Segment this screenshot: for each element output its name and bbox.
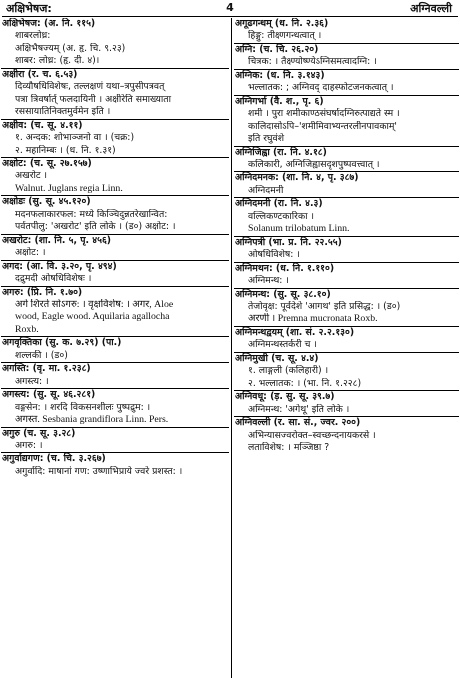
entry-definition-line: १. अन्दक: शोभाञ्जनो वा । (चक्र:) <box>15 132 135 144</box>
right-column <box>234 18 459 676</box>
entry-definition-line: दिव्यौषधिविशेषः, तल्लक्षणं यथा–त्रपुसीपत्रवत् <box>15 81 165 93</box>
dictionary-entry <box>234 263 459 288</box>
entry-definition-line: कालिदासोऽपि–'शमीमिवाभ्यन्तरलीनपावकाम्' <box>248 120 397 132</box>
dictionary-entry <box>1 428 229 453</box>
dictionary-entry <box>234 417 459 454</box>
entry-definition-line: अभिन्यासज्वरोक्त–स्वच्छन्दनायकरसे । <box>248 429 376 441</box>
entry-definition-line: भल्लातक: ; अग्निवद् दाहस्फोटजनकत्वात् । <box>248 82 394 94</box>
entry-definition-line: इति रघुवंशे <box>248 133 285 145</box>
entry-headword: अग्निवधू: (ड़. सु. सू. ३९.७) <box>235 391 335 403</box>
dictionary-entry <box>234 147 459 172</box>
dictionary-entry <box>1 69 229 119</box>
entry-definition-line: शाबर: लोध्र: (हृ. दी. ४)। <box>15 55 100 67</box>
dictionary-entry <box>1 196 229 233</box>
dictionary-entry <box>234 353 459 390</box>
entry-definition-line: अगे शिरते सोऽगरु: । वृक्षविशेष: । अगर, Aloe <box>15 298 174 310</box>
entry-headword: अग्निमन्थद्वयम् (शा. सं. २.२.१३०) <box>235 326 355 338</box>
entry-definition-line: लताविशेष: । मञ्जिष्ठा ? <box>248 441 330 453</box>
entry-headword: अग्निदमनक: (शा. नि. ४, पृ. ३८७) <box>235 172 359 184</box>
entry-headword: अखरोट: (शा. नि. ५, पृ. ४५६) <box>2 234 112 246</box>
entry-definition-line: अग्निमन्थस्तर्करी च । <box>248 339 317 351</box>
dictionary-entry <box>1 287 229 337</box>
dictionary-entry <box>234 44 459 69</box>
entry-headword: अक्षोडः (सु. सू. ४५.१२०) <box>2 196 91 208</box>
entry-definition-line: कलिकारी, अग्निजिह्वासदृशपुष्पवत्त्वात् । <box>248 158 380 170</box>
entry-headword: अगुर्वाद्यगण: (च. चि. ३.२६७) <box>2 453 106 465</box>
entry-definition-line: शमी । पुरा शमीकाण्ठसंघर्षादग्निरुत्पाद्यते स्म । <box>248 108 400 120</box>
dictionary-entry <box>1 453 229 478</box>
entry-definition-line: रससायातिनिक्तमुर्वमेन इति । <box>15 106 111 118</box>
entry-definition-line: ओषधिविशेष: । <box>248 249 300 261</box>
dictionary-entry <box>234 198 459 235</box>
entry-definition-line: दद्रुमदी ओषधिविशेषः । <box>15 273 92 285</box>
entry-definition-line: Solanum trilobatum Linn. <box>248 223 350 235</box>
entry-headword: अक्षीव: (च. सू. ४.११) <box>2 119 83 131</box>
entry-definition-line: पत्रा त्रिवर्षार्त् फलदायिनी । अक्षीरेति समाख्याता <box>15 93 171 105</box>
entry-headword: अक्षोट: (च. सू. २७.१५७) <box>2 157 92 169</box>
entry-definition-line: २. भल्लातक: । (भा. नि. १.२२८) <box>248 377 362 389</box>
dictionary-entry <box>1 158 229 195</box>
entry-definition-line: शल्लकी । (ड०) <box>15 349 68 361</box>
entry-definition-line: वल्लिकण्टकारिका । <box>248 210 314 222</box>
entry-definition-line: अगुर्वादि: माषानां गण: उष्णाभिप्राये ज्वरे प्रशस्त: । <box>15 465 183 477</box>
entry-definition-line: अगस्त. Sesbania grandiflora Linn. Pers. <box>15 414 169 426</box>
entry-definition-line: अरणी । Premna mucronata Roxb. <box>248 313 378 325</box>
dictionary-entry <box>234 391 459 416</box>
dictionary-entry <box>234 70 459 95</box>
entry-headword: अग्निगर्भा (वै. श., पृ. ६) <box>235 95 324 107</box>
entry-definition-line: Walnut. Juglans regia Linn. <box>15 182 123 194</box>
entry-headword: अग्निक: (ध. नि. ३.१४३) <box>235 69 325 81</box>
entry-definition-line: चित्रक: । तैक्ष्ण्योष्ण्येऽग्निसमत्वादग्नि: । <box>248 56 377 68</box>
dictionary-entry <box>1 18 229 68</box>
entry-headword: अग्नि: (च. चि. २६.२०) <box>235 43 319 55</box>
page-header <box>0 0 460 16</box>
dictionary-entry <box>1 389 229 426</box>
entry-definition-line: शाबरलोध्र: <box>15 30 51 42</box>
entry-headword: अगस्त्य: (सु. सू. ४६.२८१) <box>2 389 96 401</box>
entry-headword: अक्षिभेषज: (अ. नि. ११५) <box>2 18 96 29</box>
dictionary-entry <box>1 363 229 388</box>
dictionary-entry <box>1 261 229 286</box>
entry-definition-line: हिङ्गु: तीक्ष्णगन्धत्वात् । <box>248 30 322 42</box>
entry-headword: अग्निमथन: (ध. नि. १.११०) <box>235 262 335 274</box>
entry-headword: अगद: (आ. वि. ३.२०, पृ. ४९४) <box>2 260 117 272</box>
entry-headword: अग्निपत्री (भा. प्र. नि. २२.५५) <box>235 236 342 248</box>
entry-definition-line: अग्निमन्थ: 'अगेथू' इति लोके । <box>248 403 350 415</box>
dictionary-entry <box>234 237 459 262</box>
entry-headword: अगुरु (च. सू. ३.२८) <box>2 427 76 439</box>
entry-headword: अगूढगन्धम् (ध. नि. २.३६) <box>235 18 329 29</box>
header-rule <box>2 16 458 17</box>
entry-definition-line: अक्षोट: । <box>15 247 46 259</box>
header-right-guideword: अग्निवल्ली <box>410 2 452 15</box>
entry-headword: अग्निमुखी (च. सू. ४.४) <box>235 352 319 364</box>
entry-headword: अक्षीरा (र. च. ६.५३) <box>2 68 78 80</box>
entry-definition-line: अखरोट । <box>15 170 48 182</box>
entry-definition-line: मदनफलाकारफल: मध्ये किञ्चिदुन्नतरेखान्वित: <box>15 208 168 220</box>
entry-definition-line: अगरु: । <box>15 439 43 451</box>
entry-definition-line: wood, Eagle wood. Aquilaria agallocha <box>15 311 170 323</box>
entry-headword: अगवृक्तिका (सु. क. ७.२९) (पा.) <box>2 337 122 349</box>
left-column <box>1 18 229 676</box>
entry-headword: अग्निजिह्वा (रा. नि. ४.१८) <box>235 146 327 158</box>
entry-headword: अग्निमन्थ: (सु. सू. ३८.१०) <box>235 288 331 300</box>
entry-definition-line: १. लाङ्गली (कलिहारी) । <box>248 365 329 377</box>
entry-definition-line: वङ्गसेन: । शरदि विकसनशीलः पुष्पद्रुम: । <box>15 401 151 413</box>
page-number: 4 <box>226 1 234 14</box>
entry-definition-line: Roxb. <box>15 323 39 335</box>
entry-headword: अग्निदमनी (रा. नि. ४.३) <box>235 198 323 210</box>
entry-definition-line: पर्वतपीलु: 'अखरोट' इति लोके । (ड०) अक्षोट: । <box>15 221 176 233</box>
column-divider <box>231 18 232 678</box>
entry-definition-line: अगस्त्य: । <box>15 375 49 387</box>
entry-definition-line: अग्निदमनी <box>248 184 284 196</box>
entry-definition-line: २. महानिम्बः । (ध. नि. १.३१) <box>15 144 116 156</box>
header-left-guideword: अक्षिभेषज: <box>6 2 52 15</box>
dictionary-entry <box>234 96 459 146</box>
entry-definition-line: तेजोवृक्ष: पूर्वदेशे 'आगथ' इति प्रसिद्ध: । (ड०) <box>248 300 401 312</box>
dictionary-entry <box>234 289 459 326</box>
dictionary-entry <box>234 327 459 352</box>
entry-definition-line: अग्निमन्थ: । <box>248 275 289 287</box>
entry-definition-line: अक्षिभैषज्यम् (अ. हृ. चि. ९.२३) <box>15 42 126 54</box>
dictionary-entry <box>234 172 459 197</box>
entry-headword: अग्निवल्ली (र. सा. सं., ज्वर. २००) <box>235 417 361 429</box>
dictionary-entry <box>1 235 229 260</box>
dictionary-entry <box>1 120 229 157</box>
dictionary-entry <box>1 337 229 362</box>
dictionary-entry <box>234 18 459 43</box>
entry-headword: अगरु: (प्रि. नि. १.७०) <box>2 286 83 298</box>
entry-headword: अगस्ति: (वृ. मा. १.२३८) <box>2 363 91 375</box>
